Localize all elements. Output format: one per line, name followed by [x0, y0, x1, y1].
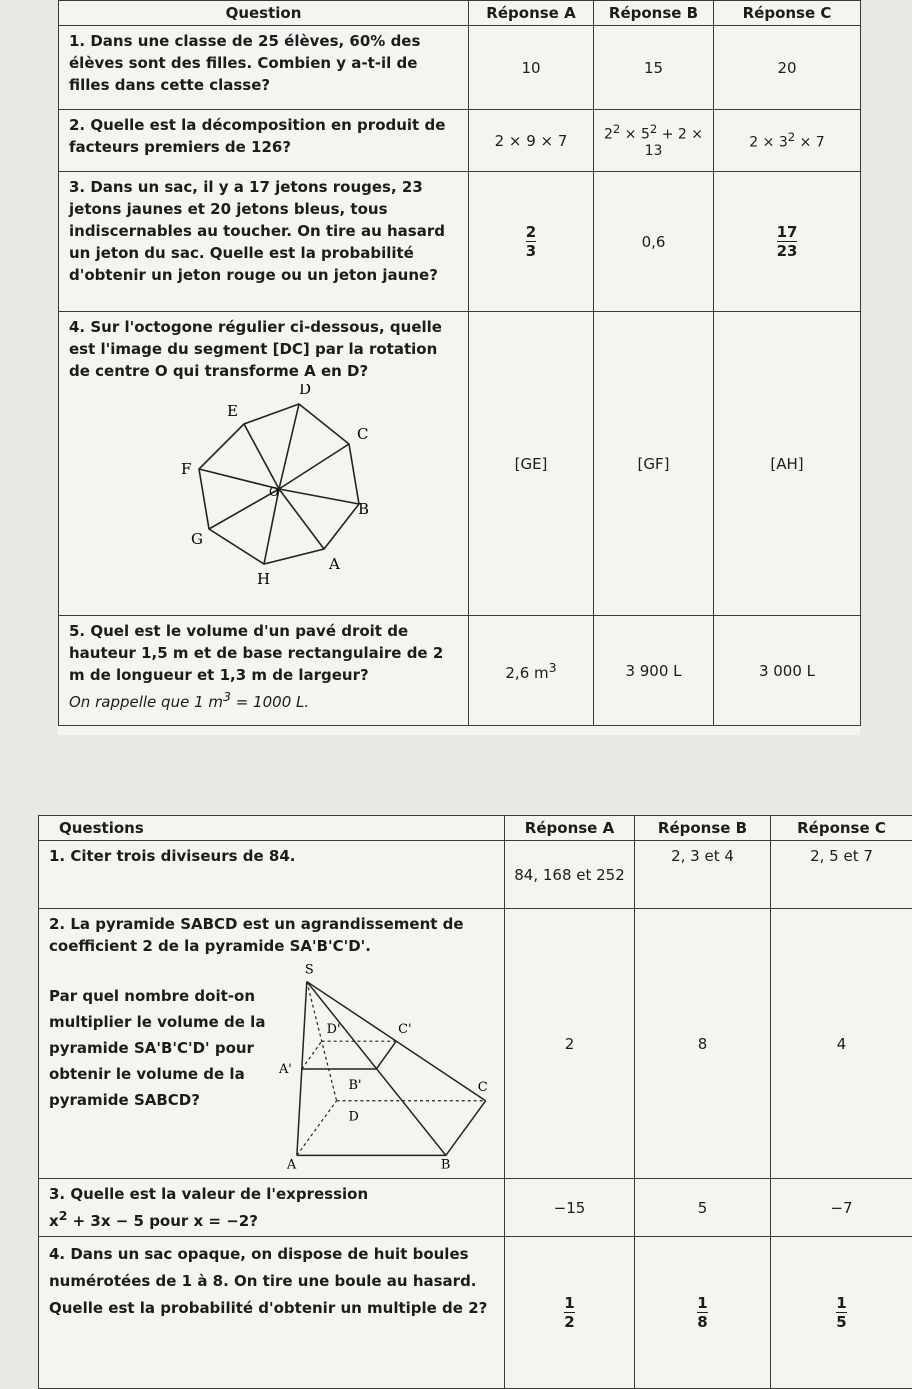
answer-1b[interactable]: 2, 3 et 4: [635, 841, 771, 909]
answer-5a[interactable]: 2,6 $m^3$: [469, 616, 594, 726]
label-a: A: [329, 555, 340, 573]
header-reponse-b: Réponse B: [635, 816, 771, 841]
table-row: [59, 172, 861, 312]
table-row: [59, 26, 861, 110]
table-row: [39, 1237, 912, 1389]
label-h: H: [257, 570, 271, 588]
answer-1a[interactable]: 10: [469, 26, 594, 110]
question-2-body: Par quel nombre doit-on multiplier le volume de la pyramide SA'B'C'D' pour obtenir le volume de la pyramide SABCD?: [49, 987, 266, 1109]
header-reponse-c: Réponse C: [714, 1, 861, 26]
question-4: 4. Dans un sac opaque, on dispose de huit boules numérotées de 1 à 8. On tire une boule au hasard. Quelle est la probabilité d'obtenir un multiple de 2?: [39, 1237, 505, 1389]
label-a-prime: A': [279, 1061, 293, 1077]
question-3: 3. Dans un sac, il y a 17 jetons rouges, 23 jetons jaunes et 20 jetons bleus, tous indiscernables au toucher. On tire au hasard un jeton du sac. Quelle est la probabilité d'obtenir un jeton rouge ou un jeton jaune?: [59, 172, 469, 312]
question-4: 4. Sur l'octogone régulier ci-dessous, quelle est l'image du segment [DC] par la rotation de centre O qui transforme A en D? D E C F O B G A H: [59, 312, 469, 616]
header-reponse-c: Réponse C: [771, 816, 912, 841]
label-d: D: [348, 1109, 360, 1125]
answer-1a[interactable]: 84, 168 et 252: [505, 841, 635, 909]
answer-4a[interactable]: [GE]: [469, 312, 594, 616]
answer-2b[interactable]: $2^2 \times 5^2 + 2$ × 13: [594, 110, 714, 172]
label-c: C: [478, 1079, 489, 1095]
answer-1c[interactable]: 2, 5 et 7: [771, 841, 912, 909]
label-d: D: [299, 384, 312, 398]
question-2: 2. La pyramide SABCD est un agrandissement de coefficient 2 de la pyramide SA'B'C'D'. Par quel nombre doit-on multiplier le volume de la pyramide SA'B'C'D' pour obtenir le volume de la pyramide SABCD? S D' C' A' B' C D A B: [39, 909, 505, 1179]
table-row: [59, 110, 861, 172]
qcm-sheet-2: [38, 815, 912, 1389]
answer-2b[interactable]: 8: [635, 909, 771, 1179]
label-a: A: [287, 1157, 297, 1171]
question-2: 2. Quelle est la décomposition en produit de facteurs premiers de 126?: [59, 110, 469, 172]
answer-3b[interactable]: 5: [635, 1179, 771, 1237]
answer-2c[interactable]: $2 \times 3^2 \times 7$: [714, 110, 861, 172]
answer-5c[interactable]: 3 000 L: [714, 616, 861, 726]
answer-3c[interactable]: −7: [771, 1179, 912, 1237]
answer-2a[interactable]: 2: [505, 909, 635, 1179]
answer-3a[interactable]: −15: [505, 1179, 635, 1237]
octagon-figure: [149, 384, 369, 594]
answer-2c[interactable]: 4: [771, 909, 912, 1179]
table-row: [59, 616, 861, 726]
label-f: F: [181, 460, 192, 478]
answer-3c[interactable]: [714, 172, 861, 312]
fraction: $\frac{17}{23}$: [776, 223, 798, 260]
header-question: Question: [59, 1, 469, 26]
answer-4c[interactable]: [771, 1237, 912, 1389]
table-row: [59, 312, 861, 616]
volume-reminder: On rappelle que 1 $m^3 = 1000$ L.: [69, 689, 310, 711]
fraction: $\frac{2}{3}$: [525, 223, 537, 260]
fraction: $\frac{1}{2}$: [564, 1294, 575, 1331]
answer-3b[interactable]: 0,6: [594, 172, 714, 312]
header-questions: Questions: [39, 816, 505, 841]
answer-4c[interactable]: [AH]: [714, 312, 861, 616]
table-row: [39, 1179, 912, 1237]
label-o: O: [269, 485, 279, 499]
table-row: [39, 909, 912, 1179]
question-1: 1. Dans une classe de 25 élèves, 60% des élèves sont des filles. Combien y a-t-il de filles dans cette classe?: [59, 26, 469, 110]
answer-5b[interactable]: 3 900 L: [594, 616, 714, 726]
qcm-table-1: [58, 0, 861, 726]
header-reponse-b: Réponse B: [594, 1, 714, 26]
fraction: $\frac{1}{5}$: [836, 1294, 847, 1331]
label-b-prime: B': [348, 1077, 363, 1093]
label-d-prime: D': [327, 1022, 342, 1038]
question-5: 5. Quel est le volume d'un pavé droit de hauteur 1,5 m et de base rectangulaire de 2 m de longueur et 1,3 m de largeur? On rappelle que 1 $m^3 = 1000$ L.: [59, 616, 469, 726]
label-c-prime: C': [398, 1022, 413, 1038]
question-1: 1. Citer trois diviseurs de 84.: [39, 841, 505, 909]
label-c: C: [357, 425, 369, 443]
label-b: B: [357, 500, 369, 518]
label-s: S: [305, 962, 315, 978]
answer-3a[interactable]: [469, 172, 594, 312]
header-reponse-a: Réponse A: [469, 1, 594, 26]
qcm-table-2: [38, 815, 912, 1389]
table-header-row: [59, 1, 861, 26]
label-b: B: [441, 1157, 451, 1171]
header-reponse-a: Réponse A: [505, 816, 635, 841]
answer-4b[interactable]: [635, 1237, 771, 1389]
pyramid-figure: [277, 961, 496, 1171]
answer-4b[interactable]: [GF]: [594, 312, 714, 616]
table-row: [39, 841, 912, 909]
answer-1b[interactable]: 15: [594, 26, 714, 110]
fraction: $\frac{1}{8}$: [697, 1294, 708, 1331]
answer-2a[interactable]: 2 × 9 × 7: [469, 110, 594, 172]
question-3: 3. Quelle est la valeur de l'expression $x^2 + 3x - 5$ pour x = −2?: [39, 1179, 505, 1237]
qcm-sheet-1: [58, 0, 860, 735]
answer-1c[interactable]: 20: [714, 26, 861, 110]
answer-4a[interactable]: [505, 1237, 635, 1389]
label-g: G: [191, 530, 203, 548]
label-e: E: [227, 402, 238, 420]
table-header-row: [39, 816, 912, 841]
